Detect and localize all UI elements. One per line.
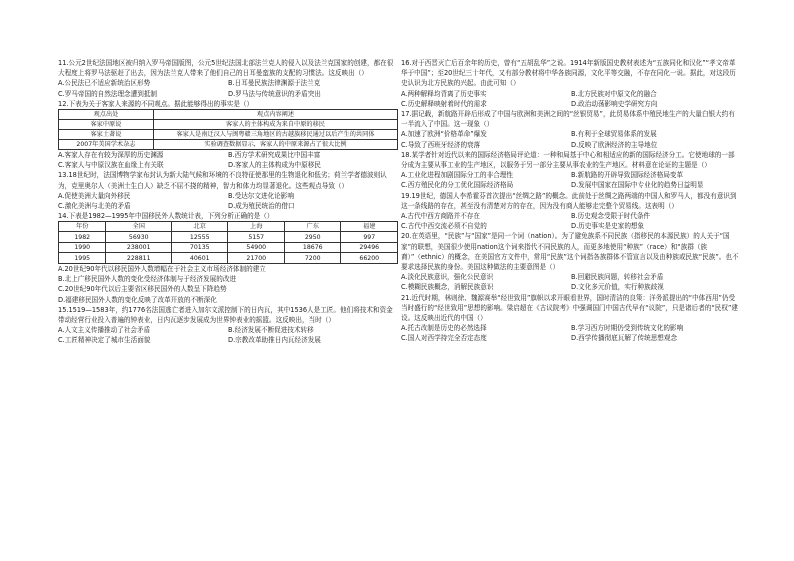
table-cell: 2950 (284, 232, 341, 243)
table-header: 全国 (106, 222, 172, 232)
table-cell: 1982 (59, 232, 106, 243)
option-c: C.古代中西交流必须不自觉的 (401, 222, 487, 231)
option-a: A.托古改制是历史的必然选择 (401, 324, 487, 333)
table-cell: 70135 (171, 242, 228, 253)
question-13 (58, 170, 398, 211)
question-stem: 17.据记载，新航路开辟后形成了中国与欧洲和美洲之间的“丝银贸易”，此贸易体系中殖民地生产的大量白银大约有一半流入了中国。这一现象（） (401, 110, 735, 129)
option-a: A.促使美洲大量向外移民 (58, 191, 131, 200)
question-stem: 16.对于西晋灭亡后百余年的历史，曾有“五胡乱华”之说。1914年新版国史教材表述为“五族同化和汉化”“孝文帝革华于中国”；至20世纪三十年代，又有部分教材将中华各族同源，文化平等交融，不存在同化一说。据此，对这段历史认识为北方民族的兴起。由此可知（） (401, 59, 736, 88)
option-d: D.文化多元价值，实行种族歧视 (571, 283, 664, 292)
table-header: 福建 (341, 222, 398, 232)
table-cell: 7200 (284, 253, 341, 264)
option-d: D.成为殖民统治的借口 (228, 202, 295, 211)
question-stem: 15.1519—1583年，约1776名法国逃亡者进入加尔文派控制下的日内瓦，其中1536人是工匠。他们将技术和资金带动经营行业投入普遍的钟表业，日内瓦逐步发展成为世界钟表业的摇篮。这反映出，当时（） (58, 305, 393, 324)
table-cell: 5157 (228, 232, 285, 243)
option-a: A.加速了欧洲“价格革命”爆发 (401, 130, 487, 139)
option-d: D.反映了欧洲经济的主导地位 (571, 140, 658, 149)
option-b: B.西方学术研究成果比中国丰富 (228, 151, 321, 160)
table-cell: 29496 (341, 242, 398, 253)
table-cell: 56930 (106, 232, 172, 243)
question-stem: 11.公元2世纪法国地区被归纳入罗马帝国版图，公元5世纪法国北部法兰克人的侵入以及法兰克国家的创建，都在很大程度上将罗马法驱赶了出去，因为法兰克人带来了他们自己的日耳曼蛮族的支配的习惯法。这反映出（） (58, 59, 394, 78)
question-stem: 18.某学者针对近代以来的国际经济格局评论道：一种和局基于中心和相适应的新的国际经济分工。它使地球的一部分成为主要从事工业的生产地区，以服务于另一部分主要从事农业的生产地区。材料意在论证的主题是（） (401, 150, 735, 170)
option-d: D.福建移民国外人数的变化反映了改革开放的不断深化 (58, 295, 217, 304)
question-14 (58, 211, 398, 305)
question-options (58, 78, 398, 98)
option-d: D.罗马法与传统意识的矛盾突出 (228, 89, 321, 98)
option-b: B.北上广移民国外人数的变化受经济体制与于经济发展的改进 (58, 275, 237, 284)
table-row (59, 140, 398, 150)
question-options (401, 272, 741, 292)
table-row (59, 120, 398, 130)
option-b: B.日耳曼民族法律渊源于法兰克 (228, 79, 321, 88)
table-header: 上海 (228, 222, 285, 232)
question-options (401, 89, 741, 109)
option-b: B.受达尔文进化论影响 (228, 191, 294, 200)
left-column (58, 58, 398, 346)
option-a: A.公民法已不适应新统治区形势 (58, 79, 151, 88)
option-a: A.两种解释均背离了历史事实 (401, 89, 487, 98)
option-a: A.工业化进程加剧国际分工的非合理性 (401, 171, 513, 180)
table-cell: 997 (341, 232, 398, 243)
option-a: A.淡化民族意识，强化公民意识 (401, 273, 494, 282)
table-cell: 40601 (171, 253, 228, 264)
question-options (58, 150, 398, 170)
question-options (401, 211, 741, 231)
question-21 (401, 293, 741, 344)
table-row (59, 253, 398, 264)
question-17 (401, 109, 741, 150)
table-row (59, 242, 398, 253)
table-cell: 228811 (106, 253, 172, 264)
option-d: D.西学传播彻底瓦解了传统思想观念 (571, 334, 678, 343)
table-cell: 客家土著说 (59, 130, 154, 140)
option-c: C.模糊民族概念，消解民族意识 (401, 283, 494, 292)
option-d: D.宗教改革助推日内瓦经济发展 (228, 336, 321, 345)
table-row (59, 232, 398, 243)
option-a: A.古代中西方商路并不存在 (401, 212, 481, 221)
option-c: C.历史解释映射着时代的需求 (401, 99, 487, 108)
viewpoint-table (58, 109, 398, 150)
option-b: B.历史观念受限于时代条件 (571, 212, 651, 221)
table-header: 年份 (59, 222, 106, 232)
option-c: C.20世纪90年代以后主要省区移民国外的人数呈下降趋势 (58, 285, 227, 294)
option-d: D.客家人的主体构成为中原移民 (228, 161, 321, 170)
option-c: C.国人对西学持完全否定态度 (401, 334, 487, 343)
table-cell: 66200 (341, 253, 398, 264)
question-stem: 20.在英语里，“民族”与“国家”是同一个词（nation）。为了避免族系不同民族（指移民的本源民族）的人关于“国家”的联想，美国很少使用nation这个词来指代不同民族的人，而更多地使用“种族”（race）和“族群（族裔）”（ethnic）的概念，在美国官方文件中，常用“民族”这个词指各族群体不管宣言以及由种族或民族“民族”。也不要求选择民族的身份。美国这种做法的主要意图是（） (401, 232, 739, 272)
table-cell: 1990 (59, 242, 106, 253)
table-cell: 12555 (171, 232, 228, 243)
question-options (401, 323, 741, 343)
table-row (59, 130, 398, 140)
table-cell: 238001 (106, 242, 172, 253)
option-a: A.人文主义传播推动了社会矛盾 (58, 326, 151, 335)
table-cell: 实验调查数据显示，客家人的中原来源占了很大比例 (153, 140, 397, 150)
table-cell: 客家人的主体构成为来自中原的移民 (153, 120, 397, 130)
table-header: 观点内容阐述 (153, 110, 397, 120)
option-d: D.历史事实是史家的想象 (571, 222, 645, 231)
emigration-table (58, 221, 398, 264)
option-c: C.罗马帝国的自然法理念遭到抵制 (58, 89, 158, 98)
table-header: 北京 (171, 222, 228, 232)
question-options (401, 170, 741, 190)
question-15 (58, 305, 398, 346)
question-11 (58, 58, 398, 99)
question-20 (401, 231, 741, 292)
option-c: C.工匠精神决定了城市生活面貌 (58, 336, 151, 345)
question-stem: 14.下表是1982—1995年中国移民外人数统计表，下列分析正确的是（） (58, 212, 274, 221)
option-b: B.北方民族对中原文化的融合 (571, 89, 657, 98)
question-19 (401, 191, 741, 232)
table-cell: 客家人是南迁汉人与闽粤赣三角地区的古越族移民通过以后产生的共同体 (153, 130, 397, 140)
option-b: B.学习西方时期仍受到传统文化的影响 (571, 324, 684, 333)
right-column (401, 58, 741, 344)
table-cell: 54900 (228, 242, 285, 253)
table-header: 广东 (284, 222, 341, 232)
question-stem: 13.18世纪时，法国博物学家布封认为新大陆气候和环境的不良特征使那里的生物退化和低劣；荷兰学者德波则认为，克里奥尔人（美洲土生白人）缺乏不屈不挠的精神，智力和体力均显著退化。这些观点导致（） (58, 171, 387, 190)
option-c: C.客家人与中原汉族在血缘上有关联 (58, 161, 164, 170)
question-options (401, 129, 741, 149)
option-c: C.西方殖民化的分工优化国际经济格局 (401, 181, 514, 190)
option-c: C.导致了西班牙经济的衰落 (401, 140, 481, 149)
table-cell: 21700 (228, 253, 285, 264)
option-d: D.政治动荡影响史学研究方向 (571, 99, 658, 108)
question-options (58, 191, 398, 211)
option-b: B.有利于全球贸易体系的发展 (571, 130, 657, 139)
table-header: 观点出处 (59, 110, 154, 120)
table-cell: 18676 (284, 242, 341, 253)
option-a: A.20世纪90年代以移民国外人数增幅在于社会主义市场经济体制的建立 (58, 264, 266, 273)
option-b: B.新航路的开辟导致国际经济格局变革 (571, 171, 684, 180)
table-cell: 客家中原说 (59, 120, 154, 130)
question-18 (401, 150, 741, 191)
question-12 (58, 99, 398, 171)
table-cell: 2007年美国学术杂志 (59, 140, 154, 150)
question-16 (401, 58, 741, 109)
option-b: B.回避民族问题，转移社会矛盾 (571, 273, 664, 282)
table-cell: 1995 (59, 253, 106, 264)
option-a: A.客家人存在有较为深厚的历史渊源 (58, 151, 164, 160)
question-options (58, 325, 398, 345)
option-b: B.经济发展不断促进技术转移 (228, 326, 314, 335)
question-stem: 12.下表为关于客家人来源的不同观点。据此能够得出的事实是（） (58, 99, 254, 108)
option-c: C.激化美洲与北美的矛盾 (58, 202, 131, 211)
option-d: D.发展中国家在国际中专业化的趋势日益明显 (571, 181, 704, 190)
question-stem: 21.近代时期，林则徐、魏源赛举“经世致用”旗帜以求开眼看世界，国时清洁的良策：洋务派提出的“中体西用”仍受当时盛行的“经世致用”思想的影响。梁启超在《古议院考》中强调国门中国古代早有“议院”，只是诸后者的“民权”建设。这反映出近代的中国（） (401, 293, 738, 323)
question-stem: 19.19世纪，德国人李希霍芬首次提出“丝绸之路”的概念。此前处于丝绸之路两端的中国人和罗马人，都没有意识到这一条线路的存在，甚至没有清楚对方的存在，因为没有商人能够走完整个贸易线。这表明（） (401, 191, 737, 210)
